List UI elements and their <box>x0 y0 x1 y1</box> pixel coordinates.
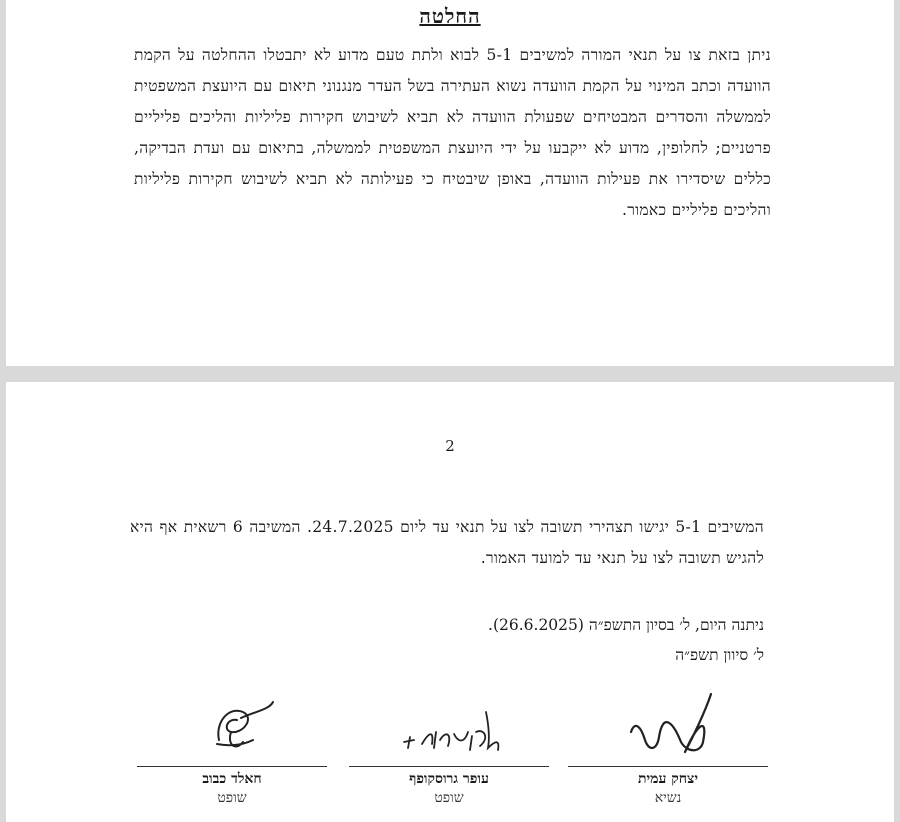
response-order-text: המשיבים 5-1 יגישו תצהירי תשובה לצו על תנאי עד ליום 24.7.2025. המשיבה 6 רשאית אף היא להגיש תשובה לצו על תנאי עד למועד האמור. <box>130 518 764 567</box>
judge-name: יצחק עמית <box>637 771 699 787</box>
judge-name: חאלד כבוב <box>202 771 262 787</box>
handwritten-signature-1 <box>593 682 743 762</box>
document-page-2 <box>6 382 894 822</box>
judge-title: שופט <box>217 790 247 806</box>
signature-line <box>137 766 327 767</box>
judge-title: נשיא <box>654 790 682 806</box>
document-page-1 <box>6 0 894 366</box>
decision-heading: החלטה <box>419 4 481 28</box>
signature-line <box>349 766 549 767</box>
signature-line <box>568 766 768 767</box>
signature-block-president <box>568 682 768 806</box>
handwritten-signature-2 <box>374 682 524 762</box>
decision-body: ניתן בזאת צו על תנאי המורה למשיבים 5-1 לבוא ולתת טעם מדוע לא יתבטלו ההחלטה על הקמת הוועדה וכתב המינוי על הקמת הוועדה נשוא העתירה בשל העדר מנגנוני תיאום עם היועצת המשפטית לממשלה והסדרים המבטיחים שפעולת הוועדה לא תביא לשיבוש חקירות פליליות והליכים פליליים פרטניים; לחלופין, מדוע לא ייקבעו על ידי היועצת המשפטית לממשלה, בתיאום עם ועדת הבדיקה, כללים שיסדירו את פעילות הוועדה, באופן שיבטיח כי פעילותה לא תביא לשיבוש חקירות פליליות והליכים פליליים כאמור. <box>134 46 771 219</box>
given-date-line: ניתנה היום, ל׳ בסיון התשפ״ה (26.6.2025). <box>488 616 764 634</box>
judge-name: עופר גרוסקופף <box>409 771 489 787</box>
handwritten-signature-3 <box>157 682 307 762</box>
hebrew-date-line: ל׳ סיוון תשפ״ה <box>675 646 764 664</box>
signature-block-justice-grosskopf <box>349 682 549 806</box>
signature-block-justice-kabub <box>137 682 327 806</box>
page-number: 2 <box>445 437 455 455</box>
judge-title: שופט <box>434 790 464 806</box>
